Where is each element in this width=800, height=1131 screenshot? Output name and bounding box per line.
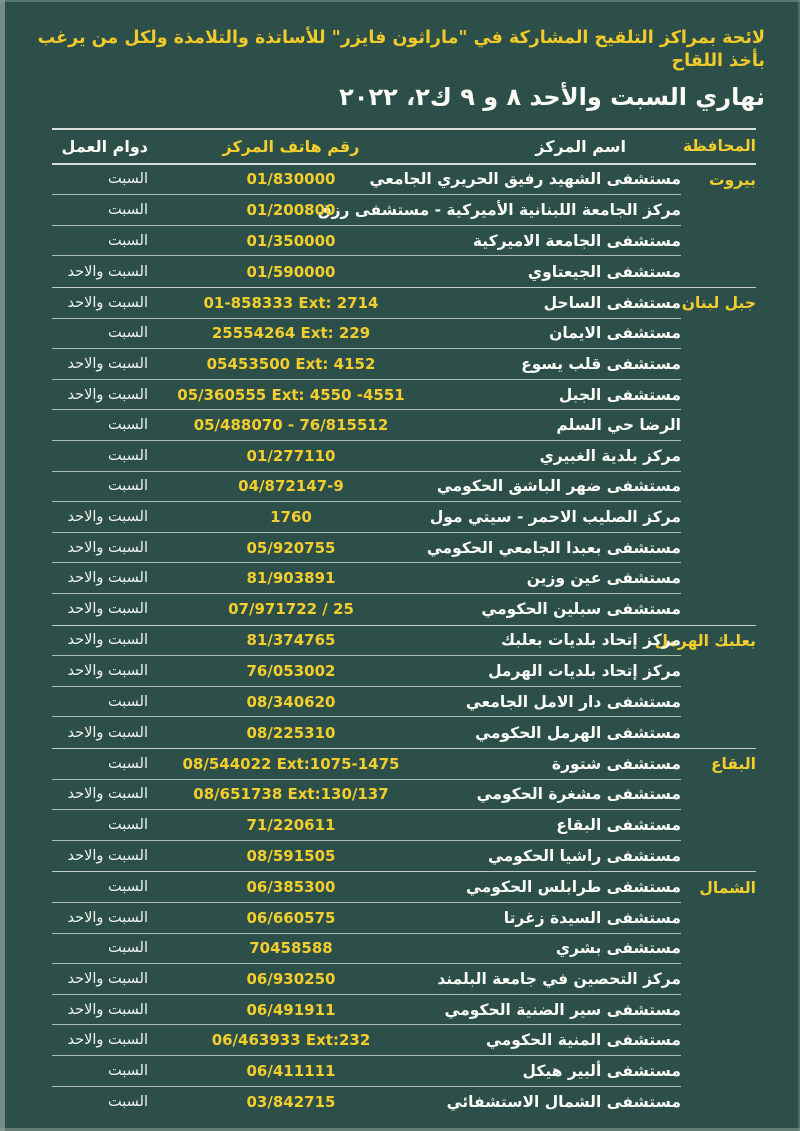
- center-name: مركز التحصين في جامعة البلمند: [437, 969, 681, 988]
- row-content: [52, 563, 681, 594]
- row-content: [52, 1025, 681, 1056]
- center-name: مستشفى الشهيد رفيق الحريري الجامعي: [369, 170, 681, 189]
- row-content: [52, 841, 681, 872]
- poster-title: لائحة بمراكز التلقيح المشاركة في "ماراثون فايزر" للأساتذة والتلامذة ولكل من يرغب بأخذ اللقاح: [37, 28, 765, 71]
- working-days: السبت: [108, 478, 148, 495]
- row-content: [52, 319, 681, 350]
- row-content: [52, 472, 681, 503]
- working-days: السبت: [108, 879, 148, 896]
- center-name: مستشفى شتورة: [551, 754, 681, 773]
- row-content: [52, 1087, 681, 1118]
- center-name: مستشفى دار الامل الجامعي: [465, 692, 681, 711]
- center-phone: 06/411111: [246, 1061, 336, 1080]
- header-phone: رقم هاتف المركز: [222, 136, 360, 156]
- center-name: مركز إتحاد بلديات بعلبك: [500, 631, 681, 650]
- working-days: السبت والاحد: [67, 356, 148, 373]
- governorate-label: بعلبك الهرمل: [654, 631, 756, 650]
- governorate-group: [52, 288, 756, 626]
- center-phone: 04/872147-9: [238, 477, 344, 496]
- working-days: السبت: [108, 417, 148, 434]
- center-phone: 01/277110: [246, 446, 336, 465]
- center-phone: 03/842715: [246, 1092, 336, 1111]
- table-row: [52, 964, 756, 995]
- table-row: [52, 226, 756, 257]
- row-content: [52, 626, 681, 657]
- working-days: السبت: [108, 447, 148, 464]
- working-days: السبت والاحد: [67, 601, 148, 618]
- row-content: [52, 903, 681, 934]
- center-name: مركز بلدية الغبيري: [539, 446, 681, 465]
- table-row: [52, 1056, 756, 1087]
- table-row: [52, 533, 756, 564]
- center-name: مستشفى مشغرة الحكومي: [476, 785, 681, 804]
- working-days: السبت: [108, 1093, 148, 1110]
- table-row: [52, 780, 756, 811]
- table-row: [52, 441, 756, 472]
- center-name: مستشفى الجامعة الاميركية: [472, 231, 681, 250]
- table-row: [52, 717, 756, 748]
- center-phone: 71/220611: [246, 815, 336, 834]
- working-days: السبت والاحد: [67, 509, 148, 526]
- table-row: [52, 472, 756, 503]
- center-phone: 08/651738 Ext:130/137: [193, 785, 389, 804]
- center-name: مستشفى الهرمل الحكومي: [475, 723, 681, 742]
- center-name: مستشفى الجبل: [558, 385, 681, 404]
- working-days: السبت والاحد: [67, 263, 148, 280]
- center-phone: 05/488070 - 76/815512: [193, 416, 389, 435]
- row-content: [52, 656, 681, 687]
- center-name: مركز إتحاد بلديات الهرمل: [488, 661, 681, 680]
- row-content: [52, 256, 681, 287]
- row-content: [52, 165, 681, 196]
- center-phone: 06/491911: [246, 1000, 336, 1019]
- governorate-group: [52, 626, 756, 749]
- row-content: [52, 533, 681, 564]
- table-row: [52, 1087, 756, 1118]
- table-row: [52, 656, 756, 687]
- row-content: [52, 349, 681, 380]
- working-days: السبت: [108, 1062, 148, 1079]
- header-hours: دوام العمل: [61, 136, 148, 156]
- center-phone: 01/200800: [246, 201, 336, 220]
- table-row: [52, 349, 756, 380]
- table-row: [52, 1025, 756, 1056]
- governorate-label: بيروت: [709, 170, 756, 189]
- row-content: [52, 717, 681, 748]
- center-name: مركز الجامعة اللبنانية الأميركية - مستشفى رزق: [317, 201, 681, 220]
- row-content: [52, 195, 681, 226]
- working-days: السبت: [108, 755, 148, 772]
- center-name: مستشفى طرابلس الحكومي: [465, 878, 681, 897]
- working-days: السبت: [108, 940, 148, 957]
- governorate-label: الشمال: [699, 878, 756, 897]
- governorate-group: [52, 749, 756, 872]
- center-name: مستشفى قلب يسوع: [521, 355, 681, 374]
- poster-subtitle-dates: نهاري السبت والأحد ٨ و ٩ ك٢، ٢٠٢٢: [339, 82, 765, 111]
- center-name: مستشفى الشمال الاستشفائي: [446, 1092, 681, 1111]
- row-content: [52, 1056, 681, 1087]
- table-row: [52, 502, 756, 533]
- table-row: [52, 749, 756, 780]
- table-row: [52, 256, 756, 287]
- table-row: [52, 626, 756, 657]
- row-content: [52, 872, 681, 903]
- table-row: [52, 563, 756, 594]
- center-phone: 06/930250: [246, 969, 336, 988]
- center-phone: 25554264 Ext: 229: [211, 324, 371, 343]
- center-name: مستشفى البقاع: [556, 815, 681, 834]
- working-days: السبت والاحد: [67, 848, 148, 865]
- row-content: [52, 502, 681, 533]
- center-name: مركز الصليب الاحمر - سيتي مول: [429, 508, 681, 527]
- table-row: [52, 841, 756, 872]
- working-days: السبت والاحد: [67, 1001, 148, 1018]
- row-content: [52, 594, 681, 625]
- working-days: السبت والاحد: [67, 294, 148, 311]
- center-phone: 07/971722 / 25: [228, 600, 354, 619]
- center-name: مستشفى الجيعتاوي: [527, 262, 681, 281]
- row-content: [52, 288, 681, 319]
- governorate-group: [52, 165, 756, 288]
- table-row: [52, 687, 756, 718]
- table-header-row: [52, 128, 756, 165]
- governorate-group: [52, 872, 756, 1117]
- governorate-label: البقاع: [710, 755, 756, 774]
- table-row: [52, 195, 756, 226]
- working-days: السبت والاحد: [67, 786, 148, 803]
- row-content: [52, 749, 681, 780]
- working-days: السبت والاحد: [67, 386, 148, 403]
- row-content: [52, 780, 681, 811]
- center-phone: 01/350000: [246, 231, 336, 250]
- table-row: [52, 934, 756, 965]
- center-phone: 06/385300: [246, 878, 336, 897]
- table-row: [52, 903, 756, 934]
- center-name: مستشفى بشري: [555, 939, 681, 958]
- table-row: [52, 165, 756, 196]
- working-days: السبت: [108, 816, 148, 833]
- center-name: الرضا حي السلم: [556, 416, 681, 435]
- table-row: [52, 288, 756, 319]
- center-phone: 81/903891: [246, 569, 336, 588]
- table-row: [52, 319, 756, 350]
- header-governorate: المحافظة: [682, 137, 756, 156]
- working-days: السبت: [108, 325, 148, 342]
- center-name: مستشفى عين وزين: [526, 569, 681, 588]
- table-row: [52, 872, 756, 903]
- title-block: [0, 0, 800, 113]
- vaccination-centers-table: [52, 128, 756, 1117]
- center-phone: 08/544022 Ext:1075-1475: [182, 754, 400, 773]
- center-phone: 06/660575: [246, 908, 336, 927]
- center-phone: 08/225310: [246, 723, 336, 742]
- center-name: مستشفى ألبير هيكل: [522, 1061, 681, 1080]
- center-phone: 81/374765: [246, 631, 336, 650]
- center-phone: 01/830000: [246, 170, 336, 189]
- working-days: السبت والاحد: [67, 970, 148, 987]
- center-name: مستشفى بعبدا الجامعي الحكومي: [426, 538, 681, 557]
- row-content: [52, 441, 681, 472]
- center-name: مستشفى ضهر الباشق الحكومي: [436, 477, 681, 496]
- table-row: [52, 594, 756, 625]
- working-days: السبت: [108, 232, 148, 249]
- center-phone: 05453500 Ext: 4152: [206, 355, 376, 374]
- governorate-label: جبل لبنان: [681, 294, 756, 313]
- working-days: السبت: [108, 693, 148, 710]
- center-name: مستشفى سبلين الحكومي: [481, 600, 681, 619]
- center-phone: 06/463933 Ext:232: [211, 1031, 371, 1050]
- row-content: [52, 964, 681, 995]
- center-name: مستشفى سير الضنية الحكومي: [444, 1000, 681, 1019]
- row-content: [52, 687, 681, 718]
- header-center-name: اسم المركز: [535, 136, 626, 156]
- center-phone: 08/591505: [246, 847, 336, 866]
- center-name: مستشفى راشيا الحكومي: [487, 847, 681, 866]
- working-days: السبت: [108, 202, 148, 219]
- working-days: السبت والاحد: [67, 632, 148, 649]
- center-phone: 70458588: [249, 939, 333, 958]
- row-content: [52, 226, 681, 257]
- row-content: [52, 934, 681, 965]
- working-days: السبت والاحد: [67, 539, 148, 556]
- table-row: [52, 810, 756, 841]
- table-body: [52, 165, 756, 1117]
- center-phone: 1760: [270, 508, 312, 527]
- row-content: [52, 810, 681, 841]
- center-phone: 05/360555 Ext: 4550 -4551: [177, 385, 405, 404]
- row-content: [52, 380, 681, 411]
- working-days: السبت والاحد: [67, 570, 148, 587]
- table-row: [52, 410, 756, 441]
- working-days: السبت والاحد: [67, 724, 148, 741]
- working-days: السبت والاحد: [67, 662, 148, 679]
- center-phone: 08/340620: [246, 692, 336, 711]
- working-days: السبت والاحد: [67, 909, 148, 926]
- working-days: السبت والاحد: [67, 1032, 148, 1049]
- table-row: [52, 995, 756, 1026]
- page-edge-left: [0, 0, 5, 1131]
- center-phone: 01-858333 Ext: 2714: [203, 293, 379, 312]
- center-name: مستشفى الساحل: [543, 293, 681, 312]
- center-phone: 76/053002: [246, 661, 336, 680]
- row-content: [52, 995, 681, 1026]
- center-phone: 01/590000: [246, 262, 336, 281]
- center-name: مستشفى الايمان: [549, 324, 681, 343]
- center-phone: 05/920755: [246, 538, 336, 557]
- working-days: السبت: [108, 171, 148, 188]
- center-name: مستشفى السيدة زغرتا: [503, 908, 681, 927]
- page-edge-top: [0, 0, 800, 2]
- table-row: [52, 380, 756, 411]
- center-name: مستشفى المنية الحكومي: [486, 1031, 681, 1050]
- row-content: [52, 410, 681, 441]
